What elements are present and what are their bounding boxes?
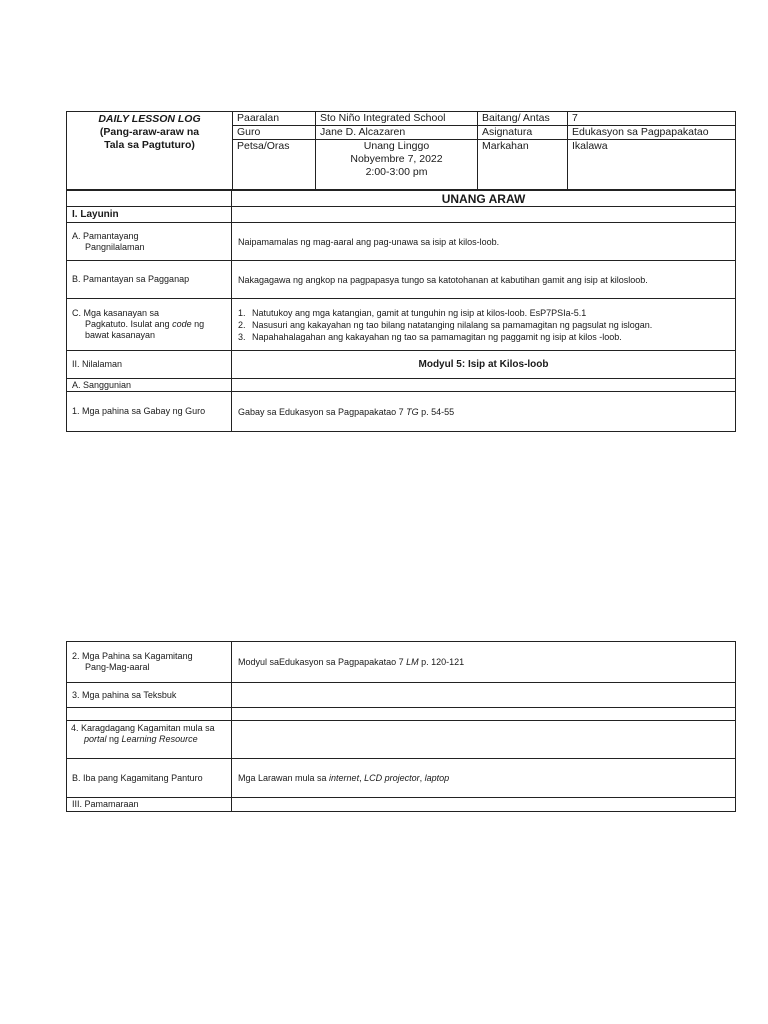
- teksbuk-row: [67, 683, 735, 708]
- text-part: p. 120-121: [418, 657, 465, 667]
- text-part: Modyul saEdukasyon sa Pagpapakatao 7: [238, 657, 407, 667]
- pamantayan-pagganap-value: Nakagagawa ng angkop na pagpapasya tungo sa katotohanan at kabutihan gamit ang isip at kilosloob.: [238, 274, 648, 285]
- baitang-value: 7: [572, 112, 578, 124]
- lesson-table-1: [66, 190, 736, 432]
- empty-cell: [232, 683, 735, 707]
- markahan-value: Ikalawa: [572, 140, 608, 152]
- layunin-row: [67, 207, 735, 223]
- label-portal: portal: [84, 734, 107, 744]
- empty-cell: [67, 191, 232, 206]
- gabay-label: 1. Mga pahina sa Gabay ng Guro: [67, 392, 232, 431]
- pamamaraan-row: [67, 798, 735, 811]
- petsa-label: Petsa/Oras: [237, 140, 290, 152]
- baitang-label: Baitang/ Antas: [482, 112, 550, 124]
- asignatura-value: Edukasyon sa Pagpapakatao: [572, 126, 709, 138]
- iba-pang-kagamitan-value: [232, 759, 735, 797]
- gabay-row: [67, 392, 735, 431]
- pamantayan-pagganap-label: B. Pamantayan sa Pagganap: [67, 261, 232, 298]
- text-part: p. 54-55: [418, 406, 455, 417]
- gabay-value: [232, 392, 735, 431]
- guro-label: Guro: [237, 126, 261, 138]
- pamantayang-pangnilalaman-label: [67, 223, 232, 260]
- nilalaman-label: II. Nilalaman: [67, 351, 232, 378]
- title-cell: [67, 112, 233, 189]
- list-item: [238, 331, 652, 343]
- petsa-value: [316, 140, 477, 188]
- nilalaman-row: [67, 351, 735, 379]
- text-part: Gabay sa Edukasyon sa Pagpapakatao 7: [238, 406, 407, 417]
- empty-cell: [232, 798, 735, 811]
- nilalaman-value: Modyul 5: Isip at Kilos-loob: [418, 358, 549, 370]
- kagamitang-row: [67, 642, 735, 683]
- item-number: 2.: [238, 319, 246, 330]
- day-heading-row: [67, 191, 735, 207]
- doc-subtitle-2: Tala sa Pagtuturo): [104, 139, 195, 151]
- text-part: Mga Larawan mula sa: [238, 773, 330, 783]
- pamantayang-pangnilalaman-row: [67, 223, 735, 261]
- item-text: Napahahalagahan ang kakayahan ng tao sa pamamagitan ng paggamit ng isip at kilos -loob.: [252, 331, 622, 342]
- paaralan-value: Sto Niño Integrated School: [320, 112, 446, 124]
- petsa-date: Nobyembre 7, 2022: [350, 153, 443, 165]
- label-line: A. Pamantayang: [72, 230, 139, 241]
- markahan-label: Markahan: [482, 140, 529, 152]
- label-line: C. Mga kasanayan sa: [72, 308, 160, 318]
- sanggunian-label: A. Sanggunian: [67, 379, 232, 391]
- empty-cell: [232, 207, 735, 222]
- item-number: 1.: [238, 307, 246, 318]
- kasanayan-list-cell: [232, 299, 735, 350]
- kagamitang-value: [232, 642, 735, 682]
- layunin-label: I. Layunin: [67, 207, 232, 222]
- asignatura-label: Asignatura: [482, 126, 533, 138]
- petsa-week: Unang Linggo: [363, 140, 430, 152]
- paaralan-label: Paaralan: [237, 112, 280, 124]
- text-part: internet: [329, 773, 360, 783]
- label-line: ng: [106, 734, 122, 744]
- empty-cell: [232, 708, 735, 720]
- text-part: ,: [359, 773, 365, 783]
- item-text: Nasusuri ang kakayahan ng tao bilang natatanging nilalang sa pamamagitan ng pagsulat ng islogan.: [252, 319, 653, 330]
- label-line: Pangnilalaman: [85, 241, 145, 252]
- sanggunian-row: [67, 379, 735, 392]
- kasanayan-list: [238, 307, 652, 343]
- list-item: [238, 319, 652, 331]
- item-text: Natutukoy ang mga katangian, gamit at tunguhin ng isip at kilos-loob. EsP7PSIa-5.1: [252, 307, 587, 318]
- doc-subtitle-1: (Pang-araw-araw na: [99, 126, 200, 138]
- list-item: [238, 307, 652, 319]
- label-line: ng: [191, 319, 205, 329]
- empty-cell: [67, 708, 232, 720]
- iba-pang-kagamitan-label: B. Iba pang Kagamitang Panturo: [67, 759, 232, 797]
- label-line: Pagkatuto. Isulat ang: [85, 319, 173, 329]
- iba-pang-kagamitan-row: [67, 759, 735, 798]
- karagdagang-row: [67, 721, 735, 759]
- label-line: 4. Karagdagang Kagamitan mula sa: [71, 723, 215, 733]
- label-line: 2. Mga Pahina sa Kagamitang: [72, 651, 193, 661]
- lesson-table-2: [66, 641, 736, 812]
- text-part: laptop: [424, 773, 450, 783]
- label-line: Pang-Mag-aaral: [85, 662, 150, 672]
- text-part: TG: [406, 406, 419, 417]
- header-table: [66, 111, 736, 190]
- pamantayang-pangnilalaman-value: Naipamamalas ng mag-aaral ang pag-unawa sa isip at kilos-loob.: [238, 236, 500, 247]
- day-heading: UNANG ARAW: [441, 191, 526, 206]
- label-line: bawat kasanayan: [85, 330, 156, 340]
- text-part: LCD projector: [364, 773, 420, 783]
- text-part: ,: [419, 773, 425, 783]
- kagamitang-label: [67, 642, 232, 682]
- kasanayan-row: [67, 299, 735, 351]
- pamamaraan-label: III. Pamamaraan: [67, 798, 232, 811]
- guro-value: Jane D. Alcazaren: [320, 126, 406, 138]
- petsa-time: 2:00-3:00 pm: [365, 166, 428, 178]
- pamantayan-pagganap-row: [67, 261, 735, 299]
- teksbuk-label: 3. Mga pahina sa Teksbuk: [67, 683, 232, 707]
- kasanayan-label: [67, 299, 232, 350]
- doc-title: DAILY LESSON LOG: [98, 113, 201, 125]
- blank-row: [67, 708, 735, 721]
- karagdagang-label: [67, 721, 232, 758]
- empty-cell: [232, 379, 735, 391]
- label-resource: Learning Resource: [121, 734, 198, 744]
- empty-cell: [232, 721, 735, 758]
- label-code: code: [172, 319, 192, 329]
- text-part: LM: [406, 657, 419, 667]
- item-number: 3.: [238, 331, 246, 342]
